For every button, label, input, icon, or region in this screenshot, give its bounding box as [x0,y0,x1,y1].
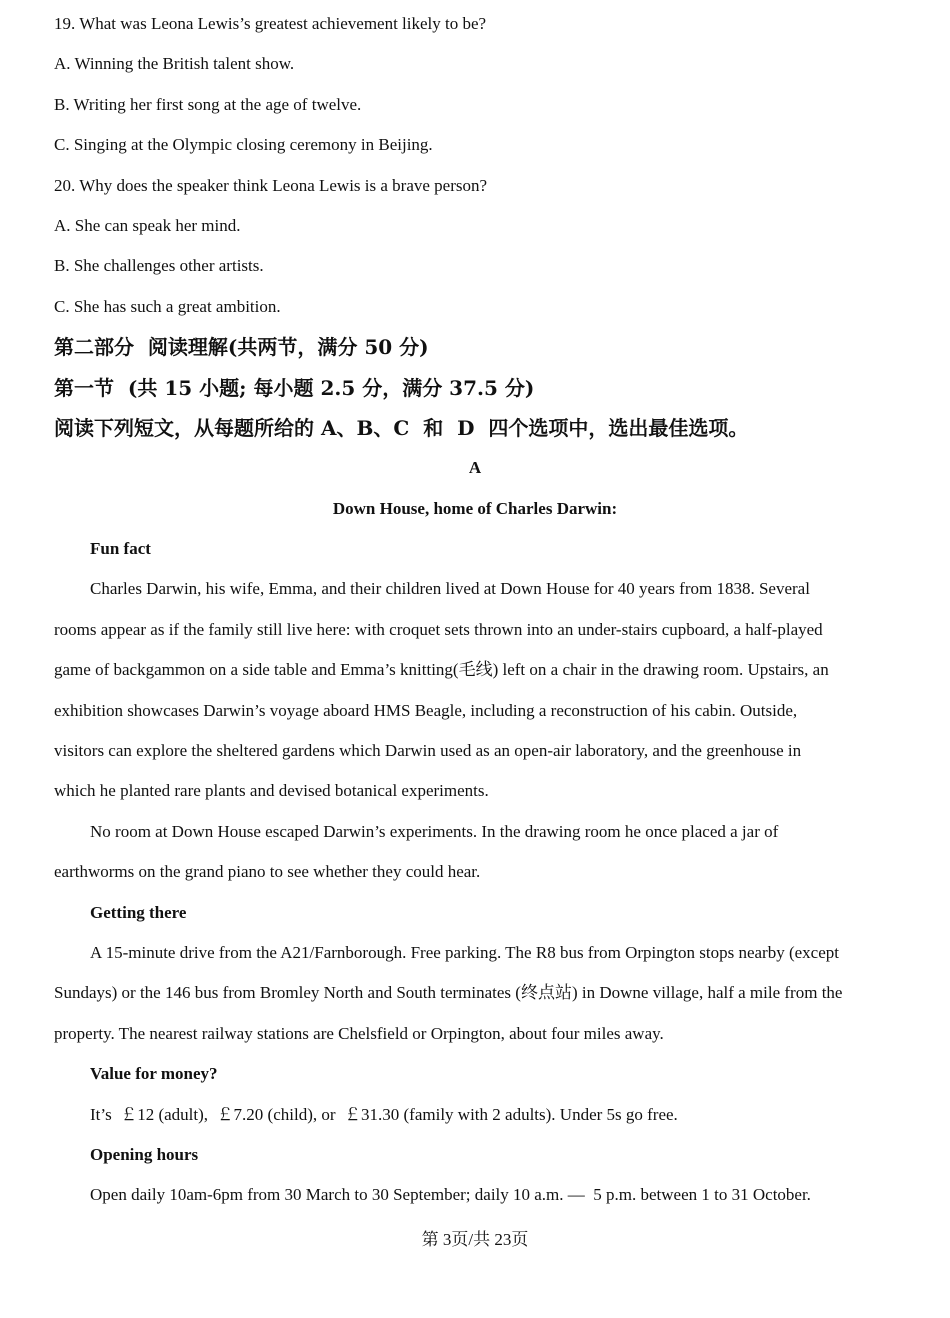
fun-fact-paragraph-1-line: rooms appear as if the family still live here: with croquet sets thrown into an under-stairs cupboard, a half-played [54,619,823,639]
fun-fact-paragraph-1-line: exhibition showcases Darwin’s voyage aboard HMS Beagle, including a reconstruction of his cabin. Outside, [54,700,798,720]
subsection-title: 第一节 (共 15 小题; 每小题 2.5 分，满分 37.5 分) [54,375,535,400]
fun-fact-paragraph-1-line: game of backgammon on a side table and Emma’s knitting(毛线) left on a chair in the drawing room. Upstairs, an [54,660,829,680]
question-19-option-c: C. Singing at the Olympic closing ceremony in Beijing. [54,135,433,155]
getting-there-heading: Getting there [90,902,187,922]
fun-fact-heading: Fun fact [90,539,151,559]
fun-fact-paragraph-1-line: Charles Darwin, his wife, Emma, and their children lived at Down House for 40 years from 1838. Several [90,579,810,599]
fun-fact-paragraph-2-line: No room at Down House escaped Darwin’s experiments. In the drawing room he once placed a jar of [90,821,779,841]
question-20-option-a: A. She can speak her mind. [54,215,241,235]
getting-there-line: property. The nearest railway stations are Chelsfield or Orpington, about four miles away. [54,1023,664,1043]
question-20-stem: 20. Why does the speaker think Leona Lewis is a brave person? [54,175,488,195]
getting-there-line: Sundays) or the 146 bus from Bromley North and South terminates (终点站) in Downe village, half a mile from the [54,983,843,1003]
page-number: 第 3页/共 23页 [421,1230,529,1249]
question-20-option-b: B. She challenges other artists. [54,256,264,276]
getting-there-line: A 15-minute drive from the A21/Farnborough. Free parking. The R8 bus from Orpington stops nearby (except [90,942,839,962]
exam-page [0,4,950,1216]
fun-fact-paragraph-2-line: earthworms on the grand piano to see whether they could hear. [54,862,481,882]
hours-text: Open daily 10am-6pm from 30 March to 30 September; daily 10 a.m. — 5 p.m. between 1 to 31 October. [90,1185,811,1205]
question-19-option-b: B. Writing her first song at the age of twelve. [54,94,362,114]
passage-label: A [468,458,482,478]
value-text: It’s ￡12 (adult), ￡7.20 (child), or ￡31.30 (family with 2 adults). Under 5s go free. [90,1104,678,1124]
question-19-option-a: A. Winning the British talent show. [54,54,295,74]
passage-title: Down House, home of Charles Darwin: [332,498,618,518]
part-title: 第二部分 阅读理解(共两节，满分 50 分) [54,335,429,360]
instructions: 阅读下列短文，从每题所给的 A、B、C 和 D 四个选项中，选出最佳选项。 [54,415,749,440]
question-19-stem: 19. What was Leona Lewis’s greatest achievement likely to be? [54,14,487,33]
hours-heading: Opening hours [90,1144,199,1164]
fun-fact-paragraph-1-line: visitors can explore the sheltered gardens which Darwin used as an open-air laboratory, and the greenhouse in [54,741,802,761]
fun-fact-paragraph-1-line: which he planted rare plants and devised botanical experiments. [54,781,489,801]
value-heading: Value for money? [90,1064,218,1084]
question-20-option-c: C. She has such a great ambition. [54,296,281,316]
